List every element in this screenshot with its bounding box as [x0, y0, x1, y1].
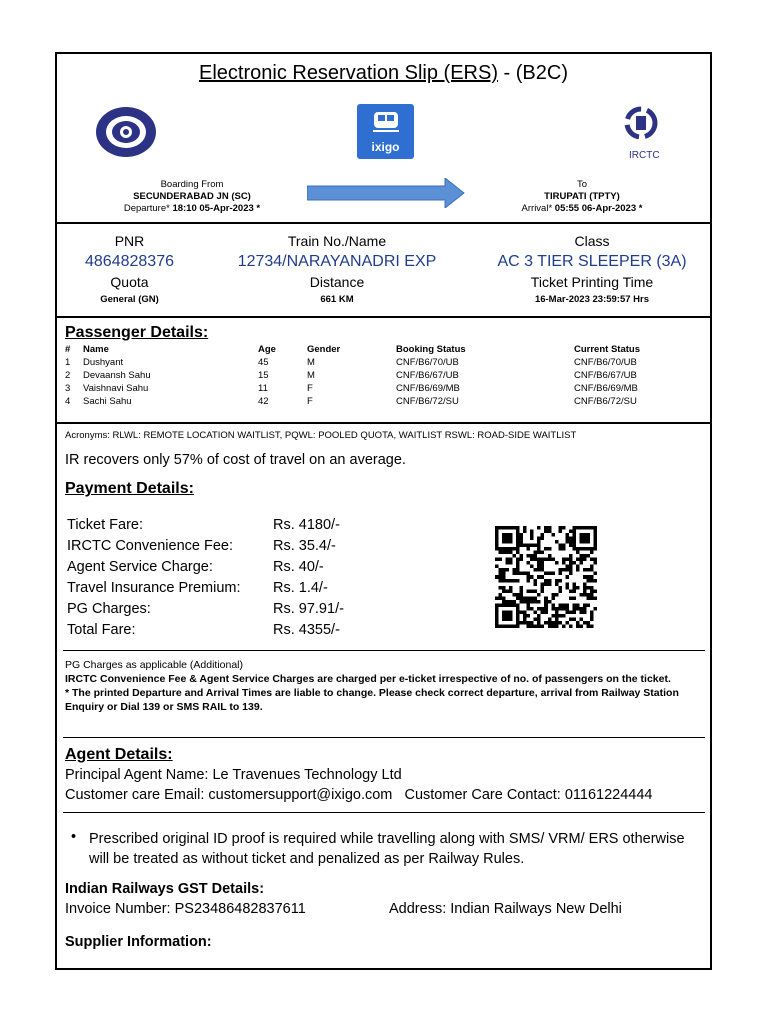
payment-section-title: Payment Details:	[65, 480, 194, 497]
bullet-icon: •	[71, 829, 77, 845]
gst-title: Indian Railways GST Details:	[65, 881, 265, 897]
arrival-info: To TIRUPATI (TPTY) Arrival* 05:55 06-Apr-2023 *	[521, 179, 643, 214]
fare-row-agent: Agent Service Charge: Rs. 40/-	[67, 559, 324, 575]
divider	[63, 737, 705, 738]
agent-contact: Customer care Email: customersupport@ixigo.com Customer Care Contact: 01161224444	[65, 787, 653, 803]
distance: 661 KM	[320, 294, 354, 305]
irctc-logo	[622, 104, 660, 142]
print-time: 16-Mar-2023 23:59:57 Hrs	[534, 294, 650, 305]
qr-code	[493, 526, 599, 628]
divider	[63, 812, 705, 813]
divider	[57, 316, 710, 318]
principal-agent: Principal Agent Name: Le Travenues Technology Ltd	[65, 767, 402, 783]
table-row: 4 Sachi Sahu 42 F CNF/B6/72/SU CNF/B6/72/SU	[65, 396, 637, 407]
table-header: # Name Age Gender Booking Status Current Status	[65, 344, 640, 355]
notes: PG Charges as applicable (Additional) IRCTC Convenience Fee & Agent Service Charges are charged per e-ticket irrespective of no. of passengers on the ticket. * The printed Departure and Arrival Times are liable to change. Please check correct departure, arrival from Railway Station Enquiry or Dial 139 or SMS RAIL to 139.	[65, 659, 679, 713]
ir-recovery-note: IR recovers only 57% of cost of travel on an average.	[65, 452, 406, 468]
page-title: Electronic Reservation Slip (ERS) - (B2C)	[199, 62, 568, 84]
agent-section-title: Agent Details:	[65, 746, 173, 763]
quota: General (GN)	[100, 294, 159, 305]
fare-row-ticket: Ticket Fare: Rs. 4180/-	[67, 517, 340, 533]
acronyms: Acronyms: RLWL: REMOTE LOCATION WAITLIST, PQWL: POOLED QUOTA, WAITLIST RSWL: ROAD-SIDE WAITLIST	[65, 430, 577, 441]
table-row: 1 Dushyant 45 M CNF/B6/70/UB CNF/B6/70/UB	[65, 357, 637, 368]
passenger-table	[65, 344, 674, 409]
travel-class: AC 3 TIER SLEEPER (3A)	[497, 253, 687, 270]
train-name: 12734/NARAYANADRI EXP	[237, 253, 437, 270]
fare-row-insurance: Travel Insurance Premium: Rs. 1.4/-	[67, 580, 328, 596]
supplier-title: Supplier Information:	[65, 934, 212, 950]
passenger-section-title: Passenger Details:	[65, 324, 209, 341]
table-row: 3 Vaishnavi Sahu 11 F CNF/B6/69/MB CNF/B6/69/MB	[65, 383, 638, 394]
fare-row-convenience: IRCTC Convenience Fee: Rs. 35.4/-	[67, 538, 336, 554]
ers-ticket: Electronic Reservation Slip (ERS) - (B2C) ixigo IRCTC Boarding From SECUNDERABAD JN (SC) Departure* 18:10 05-Apr-2023 * To TIRUPATI (TPTY) Arrival* 05:55 06-Apr-2023 * PNR 4864828376 Train No./Name 12734/NARAYANADRI EXP Class AC 3 TIER SLEEPER (3A) Quota General (GN) Distance 661 KM Ticket Printing Time 16-Mar-2023 23:59:57 Hrs Passenger Details: # Name Age Gender Booking Status Current Status 1 Dushyant 45 M CNF/B6/70/UB CNF/B6/70/UB 2 Devaansh Sahu 15 M CNF/B6/67/UB CNF/B6/67/UB 3 Vaishnavi Sahu 11 F CNF/B6/69/MB CNF/B6/69/MB 4 Sachi Sahu 42 F CNF/B6/72/SU CNF/B6/72/SU Acronyms: RLWL: REMOTE LOCATION WAITLIST, PQWL: POOLED QUOTA, WAITLIST RSWL: ROAD-SIDE WAITLIST IR recovers only 57% of cost of travel on an average. Payment Details: Ticket Fare: Rs. 4180/- IRCTC Convenience Fee: Rs. 35.4/- Agent Service Charge: Rs. 40/- Travel Insurance Premium: Rs. 1.4/- PG Charges: Rs. 97.91/- Total Fare: Rs. 4355/- PG Charges as applicable (Additional) IRCTC Convenience Fee & Agent Service Charges are charged per e-ticket irrespective of no. of passengers on the ticket. * The printed Departure and Arrival Times are liable to change. Please check correct departure, arrival from Railway Station Enquiry or Dial 139 or SMS RAIL to 139. Agent Details: Principal Agent Name: Le Travenues Technology Ltd Customer care Email: customersupport@ixigo.com Customer Care Contact: 01161224444 • Prescribed original ID proof is required while travelling along with SMS/ VRM/ ERS otherwise will be treated as without ticket and penalized as per Railway Rules. Indian Railways GST Details: Invoice Number: PS23486482837611 Address: Indian Railways New Delhi Supplier Information:	[55, 52, 712, 970]
gst-address: Address: Indian Railways New Delhi	[389, 901, 622, 917]
table-row: 2 Devaansh Sahu 15 M CNF/B6/67/UB CNF/B6/67/UB	[65, 370, 637, 381]
train-icon	[371, 110, 401, 136]
fare-row-pg: PG Charges: Rs. 97.91/-	[67, 601, 344, 617]
fare-row-total: Total Fare: Rs. 4355/-	[67, 622, 340, 638]
divider	[63, 650, 705, 651]
divider	[57, 222, 710, 224]
journey-arrow-icon	[307, 178, 467, 208]
id-proof-note: Prescribed original ID proof is required while travelling along with SMS/ VRM/ ERS otherwise will be treated as without ticket and penalized as per Railway Rules.	[89, 831, 685, 867]
ixigo-logo: ixigo	[357, 104, 414, 159]
pnr-number: 4864828376	[85, 253, 174, 270]
boarding-info: Boarding From SECUNDERABAD JN (SC) Departure* 18:10 05-Apr-2023 *	[123, 179, 261, 214]
indian-railways-logo	[95, 106, 157, 158]
divider	[57, 422, 710, 424]
invoice-number: Invoice Number: PS23486482837611	[65, 901, 306, 917]
